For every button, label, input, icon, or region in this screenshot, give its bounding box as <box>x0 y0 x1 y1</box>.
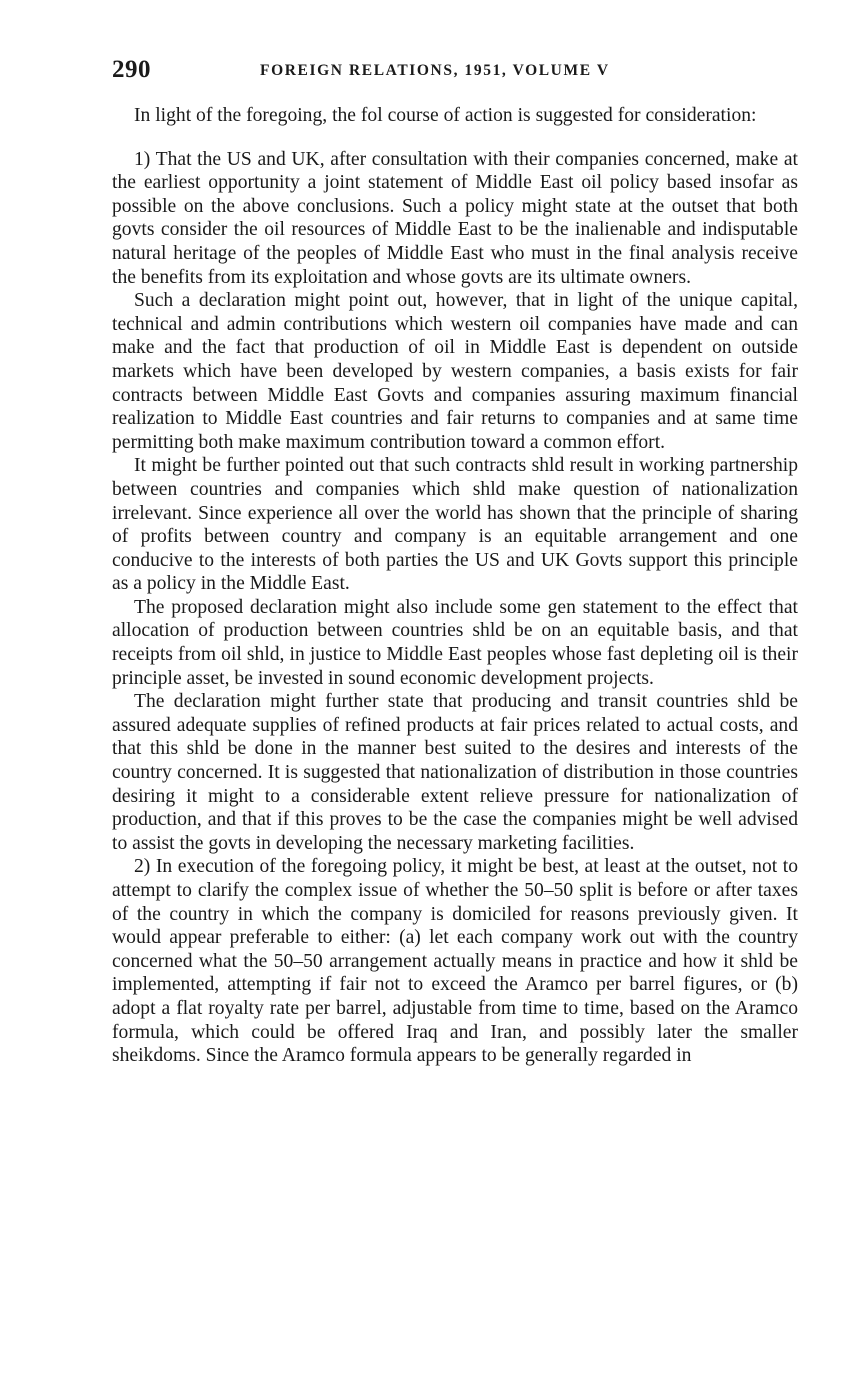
paragraph-refined-products: The declaration might further state that producing and transit countries shld be assured adequate supplies of refined products at fair prices related to actual costs, and that this shld be done in the manner best suited to the desires and interests of the country concerned. It is suggested that nationalization of distribution in those countries desiring it might to a considerable extent relieve pressure for nationalization of production, and that if this proves to be the case the companies might be well advised to assist the govts in developing the necessary marketing facilities. <box>112 691 798 854</box>
paragraph-point-1: 1) That the US and UK, after consultation with their companies concerned, make at the earliest opportunity a joint statement of Middle East oil policy based insofar as possible on the above conclusions. Such a policy might state at the outset that both govts consider the oil resources of Middle East to be the inalienable and indisputable natural heritage of the peoples of Middle East who must in the final analysis receive the benefits from its exploitation and whose govts are its ultimate owners. <box>112 148 798 288</box>
paragraph-allocation: The proposed declaration might also include some gen statement to the effect that allocation of production between countries shld be on an equitable basis, and that receipts from oil shld, in justice to Middle East peoples whose fast depleting oil is their principle asset, be invested in sound economic development projects. <box>112 596 798 689</box>
paragraph-point-2: 2) In execution of the foregoing policy, it might be best, at least at the outset, not to attempt to clarify the complex issue of whether the 50–50 split is before or after taxes of the country in which the company is domiciled for reasons previously given. It would appear preferable to either: (a) let each company work out with the country concerned what the 50–50 arrangement actually means in practice and how it shld be implemented, attempting if fair not to exceed the Aramco per barrel figures, or (b) adopt a flat royalty rate per barrel, adjustable from time to time, based on the Aramco formula, which could be offered Iraq and Iran, and possibly later the smaller sheikdoms. Since the Aramco formula appears to be generally regarded in <box>112 856 798 1067</box>
paragraph-contracts: It might be further pointed out that such contracts shld result in working partnership between countries and companies which shld make question of nationalization irrelevant. Since experience all over the world has shown that the principle of sharing of profits between country and company is an equitable arrangement and one conducive to the interests of both parties the US and UK Govts support this principle as a policy in the Middle East. <box>112 455 798 595</box>
paragraph-declaration: Such a declaration might point out, however, that in light of the unique capital, technical and admin contributions which western oil companies have made and can make and the fact that production of oil in Middle East is dependent on outside markets which have been developed by western companies, a basis exists for fair contracts between Middle East Govts and companies assuring maximum financial realization to Middle East countries and fair returns to companies and at same time permitting both make maximum contribution toward a common effort. <box>112 290 798 453</box>
page-number: 290 <box>112 56 151 83</box>
document-page <box>112 52 798 1068</box>
header-title: FOREIGN RELATIONS, 1951, VOLUME V <box>260 62 610 79</box>
running-head <box>112 52 798 92</box>
intro-paragraph: In light of the foregoing, the fol course of action is suggested for consideration: <box>134 105 757 126</box>
body-text <box>112 104 798 1068</box>
